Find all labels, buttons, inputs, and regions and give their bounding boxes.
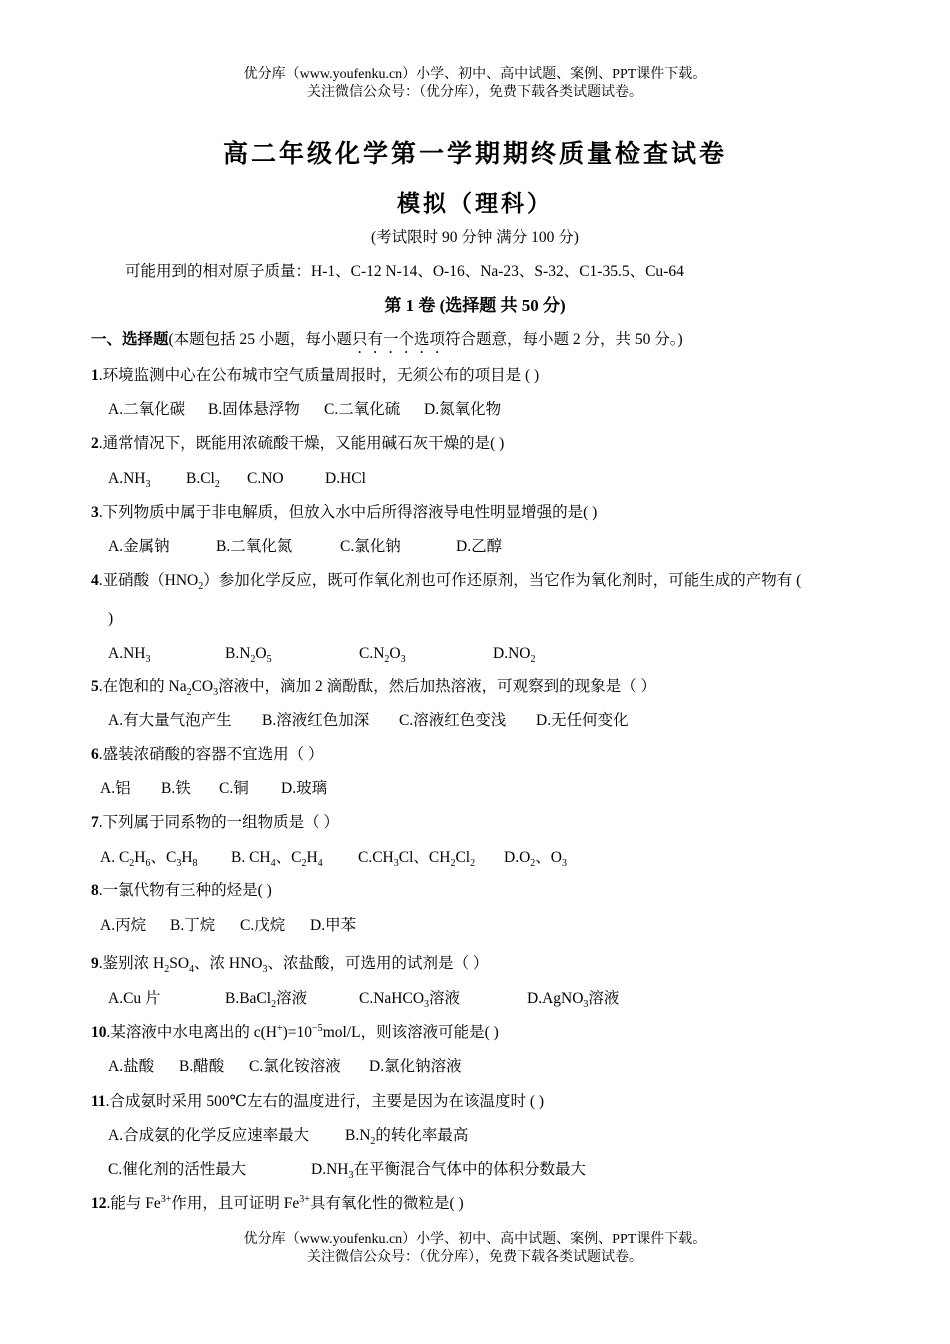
subscript: 2 — [370, 1136, 376, 1148]
question-number: 6 — [91, 746, 99, 763]
atomic-mass-line: 可能用到的相对原子质量：H-1、C-12 N-14、O-16、Na-23、S-32、C1-35.5、Cu-64 — [125, 263, 684, 280]
text-fragment: B.BaCl — [225, 990, 272, 1007]
subscript: 4 — [317, 858, 323, 870]
option-d: D.乙醇 — [456, 538, 503, 555]
q9-options — [108, 989, 619, 1009]
option-c: C.氯化钠 — [340, 538, 401, 555]
question-1 — [91, 366, 539, 386]
header-line-1: 优分库（www.youfenku.cn）小学、初中、高中试题、案例、PPT课件下载。 — [243, 67, 707, 82]
subscript: 2 — [450, 858, 456, 870]
section-label: 一、选择题 — [91, 331, 169, 348]
text-fragment: 溶液中，滴加 2 滴酚酞，然后加热溶液，可观察到的现象是（ ） — [218, 678, 657, 695]
q4-close-paren: ) — [108, 610, 114, 627]
subscript: 2 — [530, 654, 536, 666]
text-fragment: Cl — [455, 849, 471, 866]
option-a: A.二氧化碳 — [108, 401, 186, 418]
text-fragment: H — [134, 849, 146, 866]
option-b: B.二氧化氮 — [216, 538, 293, 555]
question-text: .下列物质中属于非电解质，但放入水中后所得溶液导电性明显增强的是( ) — [98, 504, 598, 521]
option-b: B.丁烷 — [170, 917, 216, 934]
question-2 — [91, 434, 504, 454]
option-a: A.Cu 片 — [108, 990, 161, 1007]
option-d: D.无任何变化 — [536, 712, 629, 729]
superscript: 3+ — [160, 1193, 172, 1205]
question-9 — [91, 954, 488, 974]
option-c: C.氯化铵溶液 — [249, 1058, 341, 1075]
q3-options — [108, 537, 502, 557]
question-7 — [91, 813, 339, 833]
subscript: 2 — [129, 858, 135, 870]
question-number: 1 — [91, 367, 99, 384]
subscript: 2 — [530, 858, 536, 870]
question-text: .盛装浓硝酸的容器不宜选用（ ） — [98, 746, 324, 763]
question-number: 7 — [91, 814, 99, 831]
option-b — [225, 644, 359, 664]
subscript: 3 — [583, 999, 589, 1011]
text-fragment: 溶液 — [588, 990, 620, 1007]
text-fragment: B.N — [225, 645, 251, 662]
footer-line-2: 关注微信公众号：（优分库），免费下载各类试题试卷。 — [307, 1250, 643, 1265]
option-c: C.溶液红色变浅 — [399, 712, 507, 729]
option-a: A.盐酸 — [108, 1058, 155, 1075]
exam-title: 高二年级化学第一学期期终质量检查试卷 — [222, 139, 727, 168]
text-fragment: 、C — [150, 849, 177, 866]
question-number: 11 — [91, 1093, 106, 1110]
text-fragment: 、浓 HNO — [194, 955, 263, 972]
subscript: 2 — [250, 654, 256, 666]
option-d — [311, 1160, 586, 1180]
text-fragment: O — [389, 645, 401, 662]
option-a: A.金属钠 — [108, 538, 170, 555]
option-d — [527, 989, 619, 1009]
question-number: 12 — [91, 1195, 107, 1212]
subscript: 2 — [164, 964, 170, 976]
section-desc-emphasis: 只有一个选项 — [351, 331, 445, 348]
text-fragment: .在饱和的 Na — [98, 678, 187, 695]
option-a — [108, 469, 186, 489]
option-b: B.溶液红色加深 — [262, 712, 370, 729]
question-8 — [91, 881, 272, 901]
option-a: A.丙烷 — [100, 917, 147, 934]
q1-options — [108, 400, 501, 420]
subscript: 4 — [189, 964, 195, 976]
text-fragment: D.NO — [493, 645, 531, 662]
subscript: 6 — [145, 858, 151, 870]
question-number: 5 — [91, 678, 99, 695]
option-c: C.戊烷 — [240, 917, 286, 934]
superscript: + — [277, 1022, 283, 1034]
text-fragment: A.NH — [108, 645, 146, 662]
text-fragment: .亚硝酸（HNO — [98, 572, 199, 589]
option-c — [359, 989, 527, 1009]
option-b — [345, 1126, 468, 1146]
text-fragment: ）参加化学反应，既可作氧化剂也可作还原剂，当它作为氧化剂时，可能生成的产物有 ( — [203, 572, 802, 589]
text-fragment: )=10 — [282, 1024, 313, 1041]
q8-options — [100, 916, 356, 936]
text-fragment: 溶液 — [276, 990, 308, 1007]
q4-options — [108, 644, 535, 664]
option-b — [231, 848, 358, 868]
text-fragment: C.NaHCO — [359, 990, 425, 1007]
text-fragment: O — [255, 645, 267, 662]
question-text: .环境监测中心在公布城市空气质量周报时，无须公布的项目是 ( ) — [98, 367, 540, 384]
text-fragment: CO — [191, 678, 214, 695]
option-d: D.甲苯 — [310, 917, 357, 934]
subscript: 2 — [384, 654, 390, 666]
option-c: C.二氧化硫 — [324, 401, 401, 418]
subscript: 2 — [186, 687, 192, 699]
subscript: 3 — [561, 858, 567, 870]
option-d: D.玻璃 — [281, 780, 328, 797]
text-fragment: B.N — [345, 1127, 371, 1144]
subscript: 3 — [393, 858, 399, 870]
text-fragment: 、O — [535, 849, 562, 866]
text-fragment: A.NH — [108, 470, 146, 487]
option-c: C.NO — [247, 470, 284, 487]
footer-line-1: 优分库（www.youfenku.cn）小学、初中、高中试题、案例、PPT课件下载。 — [243, 1232, 707, 1247]
q5-options — [108, 711, 629, 731]
question-6 — [91, 745, 324, 765]
option-a — [100, 848, 231, 868]
subscript: 3 — [145, 479, 151, 491]
option-b: B.固体悬浮物 — [208, 401, 300, 418]
question-12 — [91, 1194, 464, 1214]
subscript: 3 — [176, 858, 182, 870]
subscript: 2 — [271, 999, 277, 1011]
option-c — [358, 848, 504, 868]
subscript: 2 — [301, 858, 307, 870]
section-desc-a: (本题包括 25 小题，每小题 — [168, 331, 352, 348]
option-d — [504, 848, 567, 868]
subscript: 2 — [470, 858, 476, 870]
option-b: B.醋酸 — [179, 1058, 225, 1075]
option-a: A.铝 — [100, 780, 131, 797]
question-number: 4 — [91, 572, 99, 589]
text-fragment: H — [306, 849, 318, 866]
question-number: 2 — [91, 435, 99, 452]
text-fragment: SO — [169, 955, 190, 972]
option-a: A.有大量气泡产生 — [108, 712, 232, 729]
text-fragment: mol/L，则该溶液可能是( ) — [322, 1024, 499, 1041]
question-text: .下列属于同系物的一组物质是（ ） — [98, 814, 340, 831]
subscript: 3 — [348, 1170, 354, 1182]
option-a: A.合成氨的化学反应速率最大 — [108, 1127, 310, 1144]
subscript: 5 — [266, 654, 272, 666]
text-fragment: C.CH — [358, 849, 394, 866]
option-b — [225, 989, 359, 1009]
option-c: C.铜 — [219, 780, 249, 797]
subscript: 4 — [270, 858, 276, 870]
text-fragment: D.O — [504, 849, 531, 866]
text-fragment: B. CH — [231, 849, 271, 866]
question-text: .合成氨时采用 500℃左右的温度进行，主要是因为在该温度时 ( ) — [105, 1093, 545, 1110]
option-a — [108, 644, 225, 664]
option-d — [493, 644, 535, 664]
superscript: 3+ — [299, 1193, 310, 1205]
option-d: D.HCl — [325, 470, 366, 487]
header-line-2: 关注微信公众号：（优分库），免费下载各类试题试卷。 — [307, 85, 643, 100]
option-c — [359, 644, 493, 664]
subscript: 3 — [213, 687, 219, 699]
part-title: 第 1 卷 (选择题 共 50 分) — [384, 296, 566, 315]
text-fragment: 溶液 — [429, 990, 461, 1007]
text-fragment: .某溶液中水电离出的 c(H — [106, 1024, 277, 1041]
text-fragment: H — [181, 849, 193, 866]
subscript: 3 — [262, 964, 268, 976]
option-b: B.铁 — [161, 780, 191, 797]
question-number: 8 — [91, 882, 99, 899]
question-10 — [91, 1023, 499, 1043]
question-11 — [91, 1092, 544, 1112]
subscript: 3 — [145, 654, 151, 666]
text-fragment: .鉴别浓 H — [98, 955, 165, 972]
question-4 — [91, 571, 801, 591]
question-number: 10 — [91, 1024, 107, 1041]
question-3 — [91, 503, 597, 523]
text-fragment: D.AgNO — [527, 990, 584, 1007]
text-fragment: A. C — [100, 849, 130, 866]
q10-options — [108, 1057, 462, 1077]
section-heading — [91, 330, 683, 357]
subscript: 8 — [192, 858, 198, 870]
question-text: .一氯代物有三种的烃是( ) — [98, 882, 272, 899]
text-fragment: B.Cl — [186, 470, 215, 487]
section-desc-b: 符合题意，每小题 2 分，共 50 分。) — [444, 331, 683, 348]
text-fragment: 在平衡混合气体中的体积分数最大 — [353, 1161, 586, 1178]
subscript: 3 — [400, 654, 406, 666]
superscript: −5 — [312, 1022, 323, 1034]
q6-options — [100, 779, 327, 799]
option-c: C.催化剂的活性最大 — [108, 1161, 247, 1178]
q2-options — [108, 469, 366, 489]
question-number: 3 — [91, 504, 99, 521]
text-fragment: 作用，且可证明 Fe — [171, 1195, 300, 1212]
subscript: 3 — [424, 999, 430, 1011]
text-fragment: 、浓盐酸，可选用的试剂是（ ） — [267, 955, 489, 972]
text-fragment: 的转化率最高 — [375, 1127, 469, 1144]
text-fragment: Cl、CH — [398, 849, 451, 866]
option-d: D.氯化钠溶液 — [369, 1058, 462, 1075]
time-info: (考试限时 90 分钟 满分 100 分) — [371, 229, 579, 246]
subscript: 2 — [214, 479, 220, 491]
q11-options-row-2 — [108, 1160, 586, 1180]
text-fragment: D.NH — [311, 1161, 349, 1178]
exam-subtitle: 模拟（理科） — [397, 190, 553, 217]
text-fragment: C.N — [359, 645, 385, 662]
option-d: D.氮氧化物 — [424, 401, 502, 418]
q11-options-row-1 — [108, 1126, 468, 1146]
text-fragment: 、C — [275, 849, 302, 866]
text-fragment: 具有氧化性的微粒是( ) — [309, 1195, 464, 1212]
q7-options — [100, 848, 567, 868]
option-b — [186, 469, 247, 489]
question-5 — [91, 677, 656, 697]
subscript: 2 — [198, 581, 204, 593]
text-fragment: .能与 Fe — [106, 1195, 161, 1212]
question-text: .通常情况下，既能用浓硫酸干燥，又能用碱石灰干燥的是( ) — [98, 435, 505, 452]
question-number: 9 — [91, 955, 99, 972]
